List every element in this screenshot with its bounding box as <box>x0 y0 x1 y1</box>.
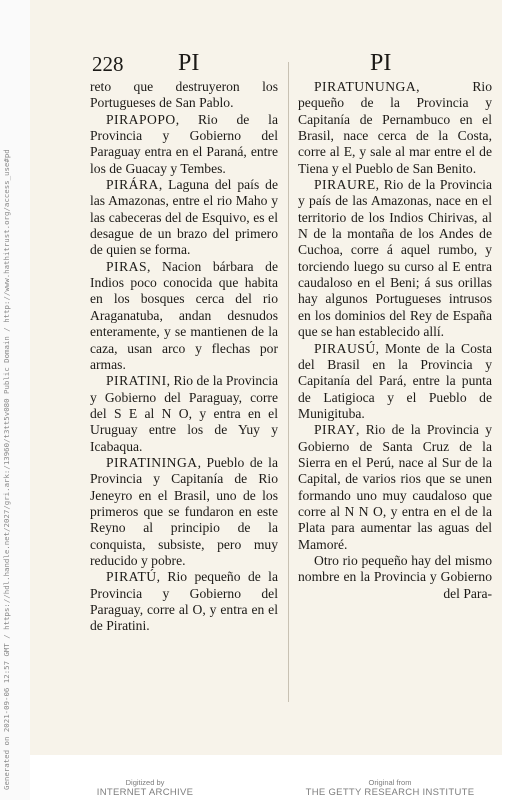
entry-paragraph: PIRATÚ, Rio pequeño de la Provincia y Gobierno del Paraguay, corre al O, y entra en el de Piratini. <box>90 569 278 634</box>
digitizer-credit <box>80 778 210 798</box>
entry-headword: PIRAS <box>106 258 148 274</box>
left-running-head: PI <box>178 50 200 76</box>
right-running-head: PI <box>370 50 392 76</box>
right-column <box>298 79 492 602</box>
source-credit <box>300 778 480 798</box>
entry-paragraph: PIRAY, Rio de la Provincia y Gobierno de Santa Cruz de la Sierra en el Perú, nace al Sur de la Capital, de varios rios que se unen formando uno muy caudaloso que corre al N N O, y entra en el de la Plata para aumentar las aguas del Mamoré. <box>298 422 492 552</box>
entry-headword: PIRÁRA <box>106 177 159 193</box>
entry-headword: PIRATININGA <box>106 454 198 470</box>
entry-paragraph: reto que destruyeron los Portugueses de San Pablo. <box>90 79 278 111</box>
entry-headword: PIRAPOPO <box>106 111 176 127</box>
original-from-label: Original from <box>368 778 412 787</box>
entry-paragraph: Otro rio pequeño hay del mismo nombre en la Provincia y Gobierno del Para- <box>298 552 492 601</box>
entry-headword: PIRATÚ <box>106 569 157 585</box>
entry-headword: PIRATUNUNGA <box>314 79 417 94</box>
digitized-by-label: Digitized by <box>125 778 165 787</box>
access-stamp: Generated on 2021-09-06 12:57 GMT / https://hdl.handle.net/2027/gri.ark:/13960/t3tt5v080 Public Domain / http://www.hathitrust.org/access_use#pd <box>2 149 11 790</box>
entry-headword: PIRAUSÚ <box>314 340 376 356</box>
entry-paragraph: PIRÁRA, Laguna del país de las Amazonas, entre el rio Maho y las cabeceras del de Esquivo, es el desague de un brazo del primero de quien se forma. <box>90 177 278 258</box>
entry-paragraph: PIRATININGA, Pueblo de la Provincia y Capitanía de Rio Jeneyro en el Brasil, uno de los primeros que se fundaron en este Reyno al principio de la conquista, subsiste, pero muy reducido y pobre. <box>90 454 278 568</box>
side-gutter <box>0 0 30 800</box>
page-header <box>92 50 482 80</box>
entry-paragraph: PIRAPOPO, Rio de la Provincia y Gobierno del Paraguay entra en el Paraná, entre los de Guacay y Tembes. <box>90 111 278 176</box>
entry-paragraph: PIRAS, Nacion bárbara de Indios poco conocida que habita en los bosques cerca del rio Araganatuba, andan desnudos enteramente, y se mantienen de la caza, usan arco y flechas por armas. <box>90 258 278 372</box>
entry-paragraph: PIRAUSÚ, Monte de la Costa del Brasil en la Provincia y Capitanía del Pará, entre la punta de Latigioca y el Pueblo de Munigituba. <box>298 340 492 421</box>
entry-paragraph: PIRATINI, Rio de la Provincia y Gobierno del Paraguay, corre del S E al N O, y entra en el Uruguay entre los de Yuy y Icabaqua. <box>90 373 279 454</box>
digitizer-name: INTERNET ARCHIVE <box>96 787 194 798</box>
entry-paragraph: PIRAURE, Rio de la Provincia y país de las Amazonas, nace en el territorio de los Indios Chirivas, al N de la montaña de los Andes de Cuchoa, corre á aquel rumbo, y torciendo luego su curso al E entra caudaloso en el Beni; á sus orillas hay algunos Portugueses intrusos en los dominios del Rey de España que se han establecido allí. <box>298 177 492 340</box>
left-column <box>90 79 278 635</box>
page-number: 228 <box>92 52 124 76</box>
entry-headword: PIRAY <box>314 422 357 438</box>
entry-headword: PIRATINI <box>106 373 167 389</box>
column-divider <box>288 62 289 702</box>
source-name: THE GETTY RESEARCH INSTITUTE <box>305 787 475 798</box>
entry-headword: PIRAURE <box>314 177 376 193</box>
entry-paragraph: PIRATUNUNGA, Rio pequeño de la Provincia y Capitanía de Pernambuco en el Brasil, nace cerca de la Costa, corre al E, y sale al mar entre el de Tiena y el Pueblo de San Benito. <box>298 79 492 176</box>
